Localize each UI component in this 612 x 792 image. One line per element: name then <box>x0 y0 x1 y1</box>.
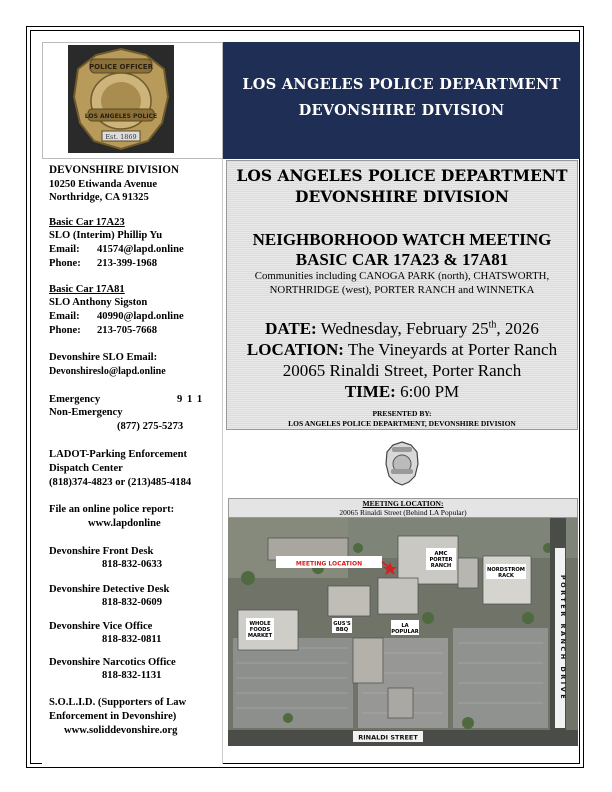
car2-title: Basic Car 17A81 <box>49 284 125 295</box>
map-label-nordstrom-1: NORDSTROM <box>487 567 525 573</box>
detective-label: Devonshire Detective Desk <box>49 584 170 595</box>
vice-label: Devonshire Vice Office <box>49 621 153 632</box>
date-line <box>226 319 578 339</box>
map-street-rinaldi: RINALDI STREET <box>358 733 418 742</box>
map-label-whole-1: WHOLE <box>249 621 271 627</box>
map-street-porter: PORTER RANCH DRIVE <box>559 574 567 702</box>
front-desk-label: Devonshire Front Desk <box>49 546 154 557</box>
emergency-label: Emergency <box>49 394 101 405</box>
map-label-meeting: MEETING LOCATION <box>295 560 363 568</box>
location-label: LOCATION: <box>246 340 344 359</box>
slo-email[interactable]: Devonshireslo@lapd.online <box>49 366 166 377</box>
header-dept: LOS ANGELES POLICE DEPARTMENT <box>242 76 561 93</box>
location-line <box>226 340 578 360</box>
meeting-cars: BASIC CAR 17A23 & 17A81 <box>295 250 509 269</box>
sidebar-address2: Northridge, CA 91325 <box>49 192 149 203</box>
header-band <box>223 42 580 159</box>
map-label-la-2: POPULAR <box>391 629 419 635</box>
communities-line2: NORTHRIDGE (west), PORTER RANCH and WINNETKA <box>269 284 535 296</box>
sidebar-address1: 10250 Etiwanda Avenue <box>49 179 158 190</box>
map-label-whole-3: MARKET <box>247 633 273 639</box>
map-label-whole-2: FOODS <box>249 627 271 633</box>
solid-line2: Enforcement in Devonshire) <box>49 711 177 722</box>
map-caption <box>228 498 578 518</box>
time-line <box>226 382 578 402</box>
report-link[interactable]: www.lapdonline <box>88 518 161 529</box>
presenter: LOS ANGELES POLICE DEPARTMENT, DEVONSHIRE DIVISION <box>288 419 516 428</box>
small-badge-icon <box>385 440 419 486</box>
main-dept-title: LOS ANGELES POLICE DEPARTMENT <box>236 166 568 185</box>
report-line1: File an online police report: <box>49 504 175 515</box>
map-caption-address: 20065 Rinaldi Street (Behind LA Popular) <box>339 508 467 517</box>
car1-slo: SLO (Interim) Phillip Yu <box>49 230 163 241</box>
emergency-number: 9 1 1 <box>177 394 204 405</box>
badge-est-text: Est. 1869 <box>105 133 137 141</box>
aerial-map[interactable] <box>228 518 578 746</box>
location-address: 20065 Rinaldi Street, Porter Ranch <box>282 361 522 380</box>
slo-email-label: Devonshire SLO Email: <box>49 352 158 363</box>
map-label-amc-3: RANCH <box>430 563 452 569</box>
time-value: 6:00 PM <box>400 382 460 401</box>
ladot-line1: LADOT-Parking Enforcement <box>49 449 188 460</box>
car1-phone: 213-399-1968 <box>97 258 158 269</box>
car2-phone: 213-705-7668 <box>97 325 158 336</box>
presented-by: PRESENTED BY: <box>372 409 432 418</box>
time-label: TIME: <box>344 382 396 401</box>
badge-mid-text: LOS ANGELES POLICE <box>84 113 158 120</box>
car2-email-label: Email: <box>49 311 80 322</box>
solid-link[interactable]: www.soliddevonshire.org <box>64 725 178 736</box>
map-label-amc-2: PORTER <box>429 557 453 563</box>
meeting-title: NEIGHBORHOOD WATCH MEETING <box>252 230 552 249</box>
ladot-line2: Dispatch Center <box>49 463 123 474</box>
map-caption-title: MEETING LOCATION: <box>362 499 444 508</box>
map-label-gus-2: BBQ <box>335 627 349 633</box>
location-value: The Vineyards at Porter Ranch <box>347 340 558 359</box>
nonemergency-number: (877) 275-5273 <box>117 421 184 432</box>
detective-number: 818-832-0609 <box>102 597 163 608</box>
nonemergency-label: Non-Emergency <box>49 407 123 418</box>
vice-number: 818-832-0811 <box>102 634 162 645</box>
solid-line1: S.O.L.I.D. (Supporters of Law <box>49 697 187 708</box>
date-value: Wednesday, February 25th, 2026 <box>320 319 539 338</box>
date-label: DATE: <box>265 319 317 338</box>
car1-title: Basic Car 17A23 <box>49 217 125 228</box>
car2-slo: SLO Anthony Sigston <box>49 297 148 308</box>
car1-email[interactable]: 41574@lapd.online <box>97 244 184 255</box>
car1-phone-label: Phone: <box>49 258 81 269</box>
sidebar-division-title: DEVONSHIRE DIVISION <box>49 164 180 176</box>
map-label-la-1: LA <box>401 623 409 629</box>
communities-line1: Communities including CANOGA PARK (north), CHATSWORTH, <box>254 270 550 282</box>
main-division-title: DEVONSHIRE DIVISION <box>295 187 509 206</box>
car1-email-label: Email: <box>49 244 80 255</box>
lapd-badge-logo <box>68 45 174 153</box>
car2-phone-label: Phone: <box>49 325 81 336</box>
narcotics-label: Devonshire Narcotics Office <box>49 657 176 668</box>
front-desk-number: 818-832-0633 <box>102 559 163 570</box>
map-label-nordstrom-2: RACK <box>498 573 514 579</box>
badge-top-text: POLICE OFFICER <box>89 63 153 71</box>
car2-email[interactable]: 40990@lapd.online <box>97 311 184 322</box>
header-division: DEVONSHIRE DIVISION <box>298 102 505 119</box>
map-label-amc-1: AMC <box>434 551 448 557</box>
narcotics-number: 818-832-1131 <box>102 670 162 681</box>
map-label-gus-1: GUS'S <box>333 621 351 627</box>
ladot-line3: (818)374-4823 or (213)485-4184 <box>49 477 192 488</box>
